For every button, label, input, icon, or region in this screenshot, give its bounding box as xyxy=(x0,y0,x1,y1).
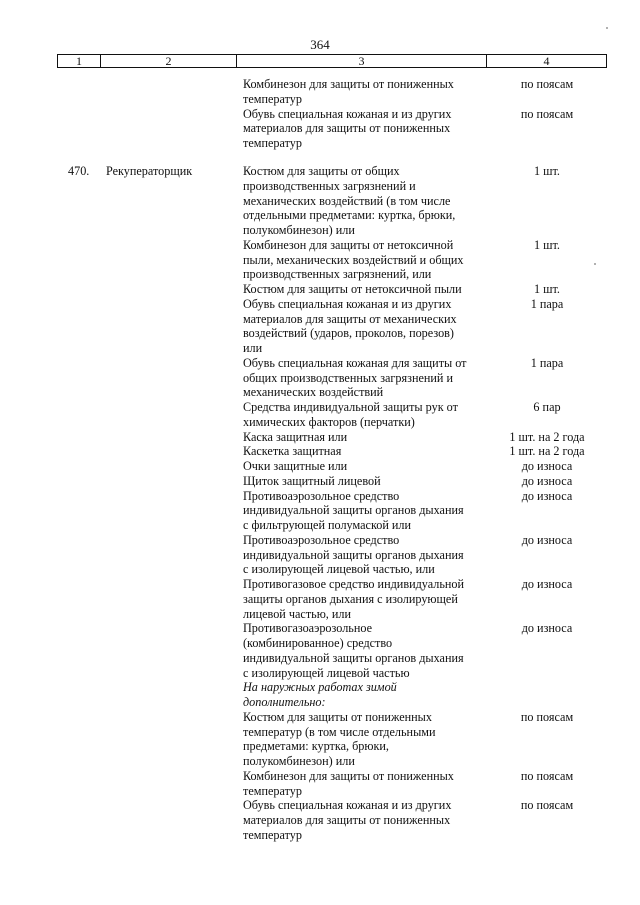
item-quantity: до износа xyxy=(521,473,573,488)
item-description-line: Обувь специальная кожаная и из других xyxy=(243,798,452,813)
item-quantity: до износа xyxy=(521,621,573,636)
item-quantity: по поясам xyxy=(520,768,574,783)
item-quantity: 1 пара xyxy=(530,355,564,370)
item-description-line: полукомбинезон) или xyxy=(243,223,355,237)
item-description-line: материалов для защиты от пониженных xyxy=(243,813,451,827)
item-description-line: Противоаэрозольное средство xyxy=(243,532,400,547)
item-description-line: химических факторов (перчатки) xyxy=(243,414,415,429)
item-description-line: Костюм для защиты от нетоксичной пыли xyxy=(243,282,462,296)
scan-speck xyxy=(594,263,596,265)
item-description-line: Противоаэрозольное средство xyxy=(243,488,400,503)
item-description-line: воздействий (ударов, проколов, порезов) xyxy=(243,326,454,341)
item-description-line: Каскетка защитная xyxy=(243,444,342,459)
item-description-line: индивидуальной защиты органов дыхания xyxy=(243,503,464,518)
item-description-line: индивидуальной защиты органов дыхания xyxy=(243,547,464,562)
item-description-line: Комбинезон для защиты от пониженных xyxy=(243,768,454,783)
item-description-line: материалов для защиты от пониженных xyxy=(243,121,451,136)
item-quantity: по поясам xyxy=(520,77,574,91)
item-description-line: с фильтрующей полумаской или xyxy=(243,518,412,532)
column-header-2: 2 xyxy=(101,55,237,68)
item-description-line: Обувь специальная кожаная для защиты от xyxy=(243,355,467,370)
item-description-line: Очки защитные или xyxy=(243,459,348,473)
item-description-line: Каска защитная или xyxy=(243,429,348,444)
item-description-line: Комбинезон для защиты от нетоксичной xyxy=(243,237,454,252)
item-description-line: Противогазоаэрозольное xyxy=(243,621,373,636)
item-quantity: до износа xyxy=(521,488,573,503)
item-description-line: температур xyxy=(243,827,302,842)
item-quantity: до износа xyxy=(521,532,573,547)
column-header-row xyxy=(57,54,607,68)
item-quantity: по поясам xyxy=(520,798,574,813)
item-description-line: полукомбинезон) или xyxy=(243,754,355,768)
winter-heading: На наружных работах зимой xyxy=(243,680,397,695)
item-description-line: Щиток защитный лицевой xyxy=(243,473,381,488)
item-quantity: до износа xyxy=(521,459,573,473)
item-description-line: или xyxy=(243,341,263,355)
winter-heading: дополнительно: xyxy=(243,695,326,709)
item-description-line: пыли, механических воздействий и общих xyxy=(243,252,464,267)
item-quantity: 1 пара xyxy=(530,296,564,311)
item-description-line: Обувь специальная кожаная и из других xyxy=(243,106,452,121)
item-description-line: индивидуальной защиты органов дыхания xyxy=(243,650,464,665)
row-number: 470. xyxy=(68,164,90,178)
item-description-line: температур xyxy=(243,136,302,150)
item-description-line: Комбинезон для защиты от пониженных xyxy=(243,77,454,91)
item-description-line: защиты органов дыхания с изолирующей xyxy=(243,591,458,606)
item-quantity: 1 шт. на 2 года xyxy=(509,444,585,459)
item-description-line: отдельными предметами: куртка, брюки, xyxy=(243,208,456,223)
item-quantity: 1 шт. xyxy=(534,237,560,252)
item-quantity: по поясам xyxy=(520,709,574,724)
item-quantity: по поясам xyxy=(520,106,574,121)
item-description-line: температур xyxy=(243,91,302,106)
item-description-line: производственных загрязнений и xyxy=(243,178,416,193)
item-description-line: с изолирующей лицевой частью, или xyxy=(243,562,435,577)
item-description-line: механических воздействий (в том числе xyxy=(243,193,451,208)
column-header-4: 4 xyxy=(487,55,607,68)
profession-name: Рекуператорщик xyxy=(106,164,193,178)
item-description-line: предметами: куртка, брюки, xyxy=(243,739,389,754)
item-description-line: производственных загрязнений, или xyxy=(243,267,432,282)
item-description-line: с изолирующей лицевой частью xyxy=(243,665,410,680)
item-description-line: температур (в том числе отдельными xyxy=(243,724,436,739)
item-description-line: материалов для защиты от механических xyxy=(243,311,457,326)
item-quantity: 1 шт. на 2 года xyxy=(509,429,585,444)
item-description-line: общих производственных загрязнений и xyxy=(243,370,454,385)
item-description-line: Костюм для защиты от общих xyxy=(243,164,400,178)
item-quantity: до износа xyxy=(521,577,573,591)
item-description-line: Обувь специальная кожаная и из других xyxy=(243,296,452,311)
item-quantity: 6 пар xyxy=(533,400,561,414)
scan-speck xyxy=(606,27,608,29)
column-header-1: 1 xyxy=(58,55,101,68)
item-description-line: Костюм для защиты от пониженных xyxy=(243,709,432,724)
item-description-line: Средства индивидуальной защиты рук от xyxy=(243,400,458,414)
column-header-3: 3 xyxy=(237,55,487,68)
item-quantity: 1 шт. xyxy=(534,164,560,178)
item-description-line: лицевой частью, или xyxy=(243,606,352,621)
item-description-line: температур xyxy=(243,783,302,798)
page-number: 364 xyxy=(310,37,330,52)
item-description-line: Противогазовое средство индивидуальной xyxy=(243,577,465,591)
item-description-line: механических воздействий xyxy=(243,385,384,400)
item-quantity: 1 шт. xyxy=(534,282,560,296)
item-description-line: (комбинированное) средство xyxy=(243,636,393,650)
